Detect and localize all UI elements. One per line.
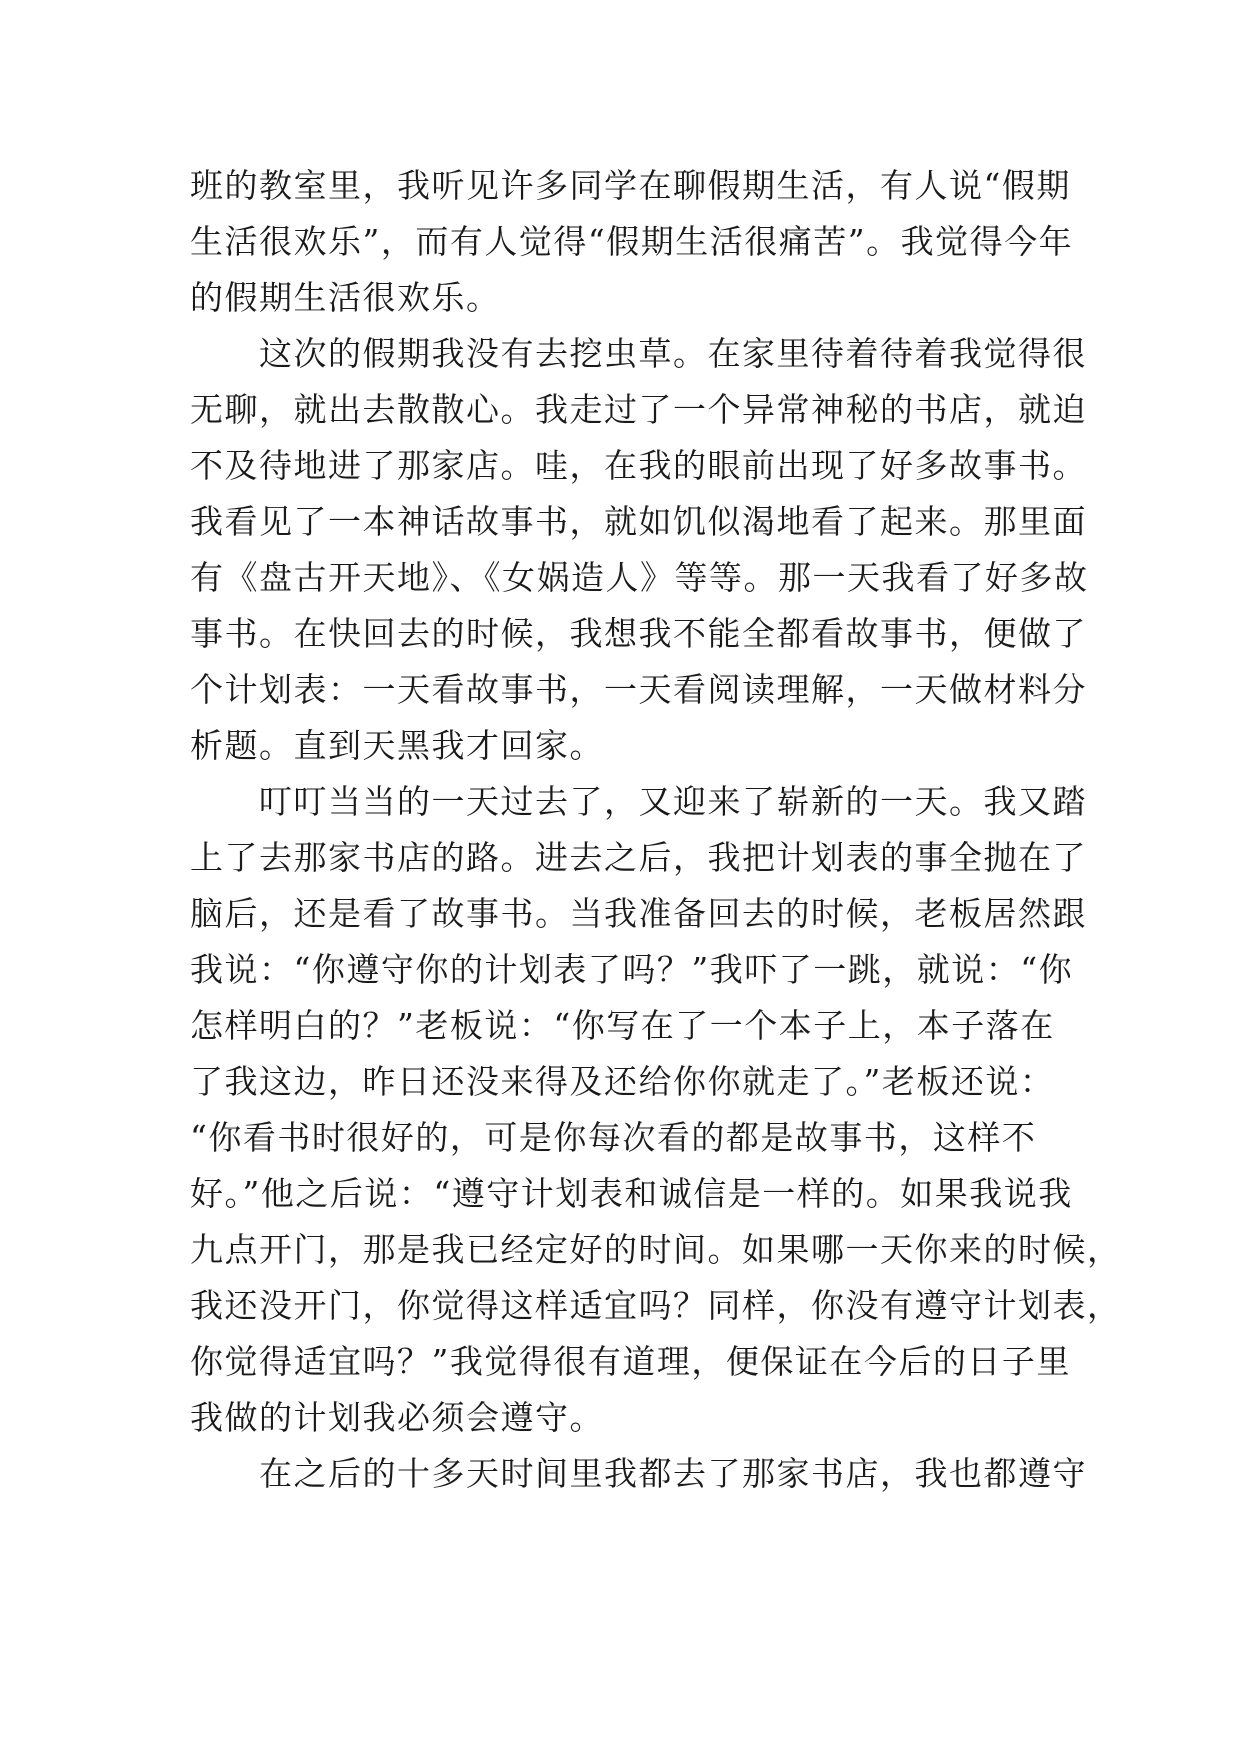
text-line: “你看书时很好的，可是你每次看的都是故事书，这样不 (190, 1118, 1037, 1157)
text-line: 九点开门，那是我已经定好的时间。如果哪一天你来的时候， (190, 1230, 1122, 1269)
text-line: 班的教室里，我听见许多同学在聊假期生活，有人说“假期 (190, 166, 1071, 205)
text-line: 我说：“你遵守你的计划表了吗？”我吓了一跳，就说：“你 (190, 950, 1074, 989)
text-line: 生活很欢乐”，而有人觉得“假期生活很痛苦”。我觉得今年 (190, 222, 1074, 261)
text-line: 叮叮当当的一天过去了，又迎来了崭新的一天。我又踏 (190, 782, 1087, 821)
text-line: 上了去那家书店的路。进去之后，我把计划表的事全抛在了 (190, 838, 1087, 877)
text-line: 的假期生活很欢乐。 (190, 278, 501, 317)
text-line: 我还没开门，你觉得这样适宜吗？同样，你没有遵守计划表， (190, 1286, 1122, 1325)
text-line: 好。”他之后说：“遵守计划表和诚信是一样的。如果我说我 (190, 1174, 1073, 1213)
text-line: 怎样明白的？”老板说：“你写在了一个本子上，本子落在 (190, 1006, 1055, 1045)
text-line: 不及待地进了那家店。哇，在我的眼前出现了好多故事书。 (190, 446, 1087, 485)
text-line: 事书。在快回去的时候，我想我不能全都看故事书，便做了 (190, 614, 1087, 653)
text-line: 我看见了一本神话故事书，就如饥似渴地看了起来。那里面 (190, 502, 1087, 541)
text-line: 个计划表：一天看故事书，一天看阅读理解，一天做材料分 (190, 670, 1087, 709)
text-line: 有《盘古开天地》、《女娲造人》等等。那一天我看了好多故 (190, 558, 1089, 597)
text-line: 脑后，还是看了故事书。当我准备回去的时候，老板居然跟 (190, 894, 1087, 933)
essay-body (190, 158, 1122, 1502)
text-line: 这次的假期我没有去挖虫草。在家里待着待着我觉得很 (190, 334, 1087, 373)
text-line: 析题。直到天黑我才回家。 (190, 726, 604, 765)
text-line: 你觉得适宜吗？”我觉得很有道理，便保证在今后的日子里 (190, 1342, 1071, 1381)
text-line: 在之后的十多天时间里我都去了那家书店，我也都遵守 (190, 1454, 1087, 1493)
text-line: 了我这边，昨日还没来得及还给你你就走了。”老板还说： (190, 1062, 1055, 1101)
text-line: 无聊，就出去散散心。我走过了一个异常神秘的书店，就迫 (190, 390, 1087, 429)
text-line: 我做的计划我必须会遵守。 (190, 1398, 604, 1437)
